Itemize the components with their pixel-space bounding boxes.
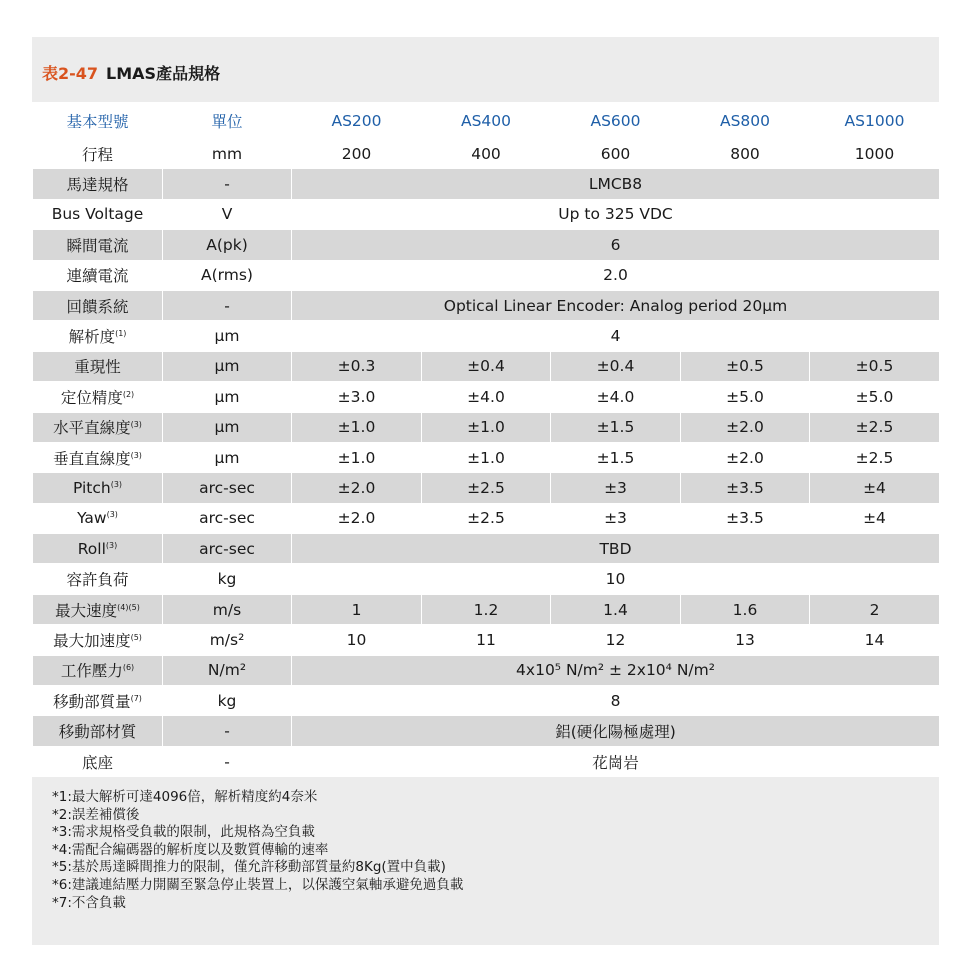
row-label xyxy=(33,625,163,655)
table-row xyxy=(33,199,940,229)
header-cell: 單位 xyxy=(163,103,292,139)
footnote-ref: (3) xyxy=(130,450,142,460)
row-label-text: 工作壓力 xyxy=(60,662,123,681)
unit-cell: kg xyxy=(163,564,292,594)
value-cell: 1000 xyxy=(810,139,940,169)
row-label xyxy=(33,442,163,472)
value-cell: ±2.5 xyxy=(422,503,551,533)
footnotes xyxy=(52,789,463,912)
footnote-ref: (2) xyxy=(122,389,135,399)
table-row xyxy=(33,321,940,351)
value-cell: 2 xyxy=(810,594,940,624)
value-cell: ±3.5 xyxy=(681,503,810,533)
row-label-text: 回饋系統 xyxy=(66,297,129,316)
row-label-text: Yaw xyxy=(77,509,107,528)
row-label xyxy=(33,260,163,290)
table-row xyxy=(33,503,940,533)
row-label-text: 解析度 xyxy=(68,328,116,347)
value-cell: 200 xyxy=(292,139,422,169)
footnote-ref: (4)(5) xyxy=(117,602,140,612)
row-label xyxy=(33,716,163,746)
value-cell: 1.2 xyxy=(422,594,551,624)
row-label xyxy=(33,290,163,320)
value-cell: ±3 xyxy=(551,473,681,503)
row-label-text: 馬達規格 xyxy=(66,176,129,195)
row-label xyxy=(33,564,163,594)
footnote-ref: (6) xyxy=(122,663,135,673)
unit-cell: μm xyxy=(163,442,292,472)
value-cell: ±3.0 xyxy=(292,382,422,412)
value-cell: ±1.0 xyxy=(422,442,551,472)
row-label xyxy=(33,412,163,442)
table-number: 表2-47 xyxy=(42,64,99,83)
unit-cell: - xyxy=(163,716,292,746)
value-cell: 12 xyxy=(551,625,681,655)
row-label-text: 底座 xyxy=(81,753,113,772)
value-cell: 11 xyxy=(422,625,551,655)
row-label-text: 瞬間電流 xyxy=(66,236,129,255)
merged-value-cell: Optical Linear Encoder: Analog period 20μm xyxy=(292,290,940,320)
row-label-text: 行程 xyxy=(81,145,113,164)
value-cell: 14 xyxy=(810,625,940,655)
value-cell: ±3 xyxy=(551,503,681,533)
unit-cell: - xyxy=(163,746,292,776)
value-cell: 400 xyxy=(422,139,551,169)
value-cell: ±0.4 xyxy=(422,351,551,381)
header-cell: 基本型號 xyxy=(33,103,163,139)
row-label xyxy=(33,382,163,412)
table-row xyxy=(33,351,940,381)
unit-cell: μm xyxy=(163,412,292,442)
merged-value-cell: 鋁(硬化陽極處理) xyxy=(292,716,940,746)
footnote: *7:不含負載 xyxy=(52,894,126,911)
header-cell: AS600 xyxy=(551,103,681,139)
row-label xyxy=(33,139,163,169)
value-cell: 1.4 xyxy=(551,594,681,624)
merged-value-cell: Up to 325 VDC xyxy=(292,199,940,229)
row-label xyxy=(33,534,163,564)
unit-cell: m/s² xyxy=(163,625,292,655)
row-label xyxy=(33,321,163,351)
value-cell: 10 xyxy=(292,625,422,655)
row-label-text: 最大加速度 xyxy=(53,631,131,650)
row-label xyxy=(33,169,163,199)
header-cell: AS800 xyxy=(681,103,810,139)
merged-value-cell: 4x10⁵ N/m² ± 2x10⁴ N/m² xyxy=(292,655,940,685)
table-row xyxy=(33,655,940,685)
merged-value-cell: 6 xyxy=(292,230,940,260)
unit-cell: μm xyxy=(163,321,292,351)
row-label-text: 定位精度 xyxy=(60,388,123,407)
header-cell: AS1000 xyxy=(810,103,940,139)
row-label-text: 容許負荷 xyxy=(66,571,129,590)
value-cell: ±2.0 xyxy=(292,473,422,503)
table-row xyxy=(33,716,940,746)
row-label-text: 移動部質量 xyxy=(53,692,131,711)
row-label-text: 重現性 xyxy=(74,358,121,377)
table-name: LMAS產品規格 xyxy=(106,64,221,83)
merged-value-cell: 8 xyxy=(292,686,940,716)
value-cell: ±2.0 xyxy=(681,412,810,442)
footnote-ref: (5) xyxy=(130,632,142,642)
merged-value-cell: TBD xyxy=(292,534,940,564)
value-cell: ±4.0 xyxy=(551,382,681,412)
value-cell: ±0.3 xyxy=(292,351,422,381)
table-row xyxy=(33,473,940,503)
header-cell: AS200 xyxy=(292,103,422,139)
table-row xyxy=(33,686,940,716)
unit-cell: μm xyxy=(163,382,292,412)
merged-value-cell: 10 xyxy=(292,564,940,594)
row-label xyxy=(33,655,163,685)
row-label xyxy=(33,686,163,716)
value-cell: ±2.0 xyxy=(292,503,422,533)
unit-cell: A(pk) xyxy=(163,230,292,260)
table-row xyxy=(33,169,940,199)
row-label xyxy=(33,594,163,624)
footnote-ref: (3) xyxy=(130,420,142,430)
unit-cell: μm xyxy=(163,351,292,381)
table-row xyxy=(33,230,940,260)
footnote: *4:需配合編碼器的解析度以及數質傳輸的速率 xyxy=(52,841,329,858)
spec-table xyxy=(32,102,940,777)
table-row xyxy=(33,564,940,594)
value-cell: ±0.5 xyxy=(810,351,940,381)
table-row xyxy=(33,290,940,320)
merged-value-cell: 4 xyxy=(292,321,940,351)
value-cell: ±1.0 xyxy=(422,412,551,442)
value-cell: 600 xyxy=(551,139,681,169)
row-label-text: 連續電流 xyxy=(66,267,129,286)
spec-panel xyxy=(32,37,939,945)
row-label-text: 垂直直線度 xyxy=(53,449,131,468)
footnote: *5:基於馬達瞬間推力的限制，僅允許移動部質量約8Kg(置中負載) xyxy=(52,859,446,876)
row-label-text: Roll xyxy=(77,539,106,558)
table-row xyxy=(33,139,940,169)
unit-cell: - xyxy=(163,169,292,199)
value-cell: ±4 xyxy=(810,473,940,503)
unit-cell: N/m² xyxy=(163,655,292,685)
unit-cell: kg xyxy=(163,686,292,716)
footnote-ref: (1) xyxy=(115,328,127,338)
table-row xyxy=(33,746,940,776)
footnote-ref: (3) xyxy=(110,479,123,489)
row-label xyxy=(33,351,163,381)
footnote-ref: (3) xyxy=(106,510,118,520)
value-cell: ±3.5 xyxy=(681,473,810,503)
value-cell: ±2.5 xyxy=(422,473,551,503)
table-title xyxy=(42,61,220,84)
table-row xyxy=(33,382,940,412)
footnote-ref: (3) xyxy=(105,540,118,550)
value-cell: ±0.5 xyxy=(681,351,810,381)
value-cell: ±2.5 xyxy=(810,442,940,472)
header-cell: AS400 xyxy=(422,103,551,139)
unit-cell: - xyxy=(163,290,292,320)
table-row xyxy=(33,594,940,624)
footnote: *1:最大解析可達4096倍，解析精度約4奈米 xyxy=(52,789,318,805)
footnote: *3:需求規格受負載的限制，此規格為空負載 xyxy=(52,824,315,841)
value-cell: ±1.0 xyxy=(292,412,422,442)
value-cell: 13 xyxy=(681,625,810,655)
table-row xyxy=(33,442,940,472)
row-label xyxy=(33,199,163,229)
value-cell: ±4 xyxy=(810,503,940,533)
table-row xyxy=(33,412,940,442)
value-cell: 1.6 xyxy=(681,594,810,624)
row-label-text: 移動部材質 xyxy=(58,723,137,742)
value-cell: ±1.0 xyxy=(292,442,422,472)
footnote: *2:誤差補償後 xyxy=(52,806,140,823)
value-cell: ±4.0 xyxy=(422,382,551,412)
unit-cell: A(rms) xyxy=(163,260,292,290)
value-cell: ±2.5 xyxy=(810,412,940,442)
row-label-text: Bus Voltage xyxy=(51,205,144,224)
row-label-text: Pitch xyxy=(72,478,111,497)
table-header-row xyxy=(33,103,940,139)
unit-cell: arc-sec xyxy=(163,534,292,564)
value-cell: ±5.0 xyxy=(810,382,940,412)
table-row xyxy=(33,534,940,564)
row-label xyxy=(33,503,163,533)
unit-cell: arc-sec xyxy=(163,503,292,533)
merged-value-cell: 2.0 xyxy=(292,260,940,290)
row-label xyxy=(33,230,163,260)
merged-value-cell: LMCB8 xyxy=(292,169,940,199)
value-cell: 800 xyxy=(681,139,810,169)
table-row xyxy=(33,625,940,655)
row-label-text: 水平直線度 xyxy=(53,419,131,438)
value-cell: ±0.4 xyxy=(551,351,681,381)
value-cell: 1 xyxy=(292,594,422,624)
unit-cell: m/s xyxy=(163,594,292,624)
table-row xyxy=(33,260,940,290)
footnote-ref: (7) xyxy=(130,693,142,703)
unit-cell: mm xyxy=(163,139,292,169)
footnote: *6:建議連結壓力開關至緊急停止裝置上，以保護空氣軸承避免過負載 xyxy=(52,876,464,893)
value-cell: ±1.5 xyxy=(551,442,681,472)
row-label xyxy=(33,473,163,503)
row-label-text: 最大速度 xyxy=(55,601,118,620)
value-cell: ±2.0 xyxy=(681,442,810,472)
value-cell: ±5.0 xyxy=(681,382,810,412)
value-cell: ±1.5 xyxy=(551,412,681,442)
unit-cell: V xyxy=(163,199,292,229)
unit-cell: arc-sec xyxy=(163,473,292,503)
row-label xyxy=(33,746,163,776)
merged-value-cell: 花崗岩 xyxy=(292,746,940,776)
